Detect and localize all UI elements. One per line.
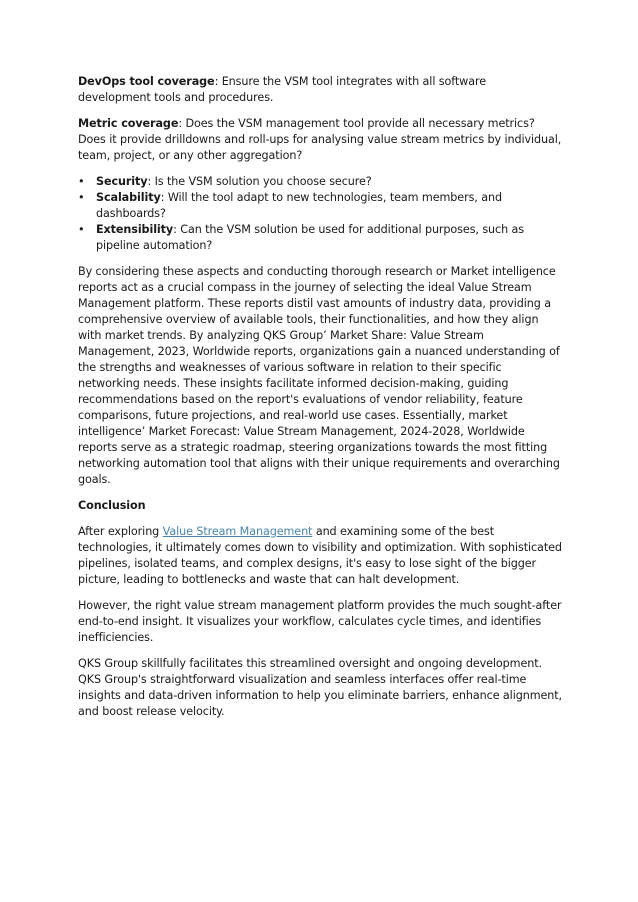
bullet-icon: • bbox=[78, 191, 85, 204]
bullet-icon: • bbox=[78, 223, 85, 236]
text-devops-tool-coverage: : Ensure the VSM tool integrates with all software development tools and procedures. bbox=[78, 75, 487, 104]
value-stream-management-link[interactable]: Value Stream Management bbox=[162, 525, 313, 538]
term-security: Security bbox=[96, 175, 148, 188]
bullet-list bbox=[78, 174, 562, 254]
paragraph-qks-group: QKS Group skillfully facilitates this streamlined oversight and ongoing development. QKS Group's straightforward visualization and seamless interfaces offer real-time insights and data-driven information to help you eliminate barriers, enhance alignment, and boost release velocity. bbox=[78, 657, 563, 718]
term-metric-coverage: Metric coverage bbox=[78, 117, 179, 130]
list-item-extensibility bbox=[78, 222, 562, 254]
text-after-exploring-after: and examining some of the best technologies, it ultimately comes down to visibility and optimization. With sophisticated pipelines, isolated teams, and complex designs, it's easy to lose sight of the bigger picture, leading to bottlenecks and waste that can halt development. bbox=[78, 525, 562, 586]
term-scalability: Scalability bbox=[96, 191, 161, 204]
text-metric-coverage: : Does the VSM management tool provide all necessary metrics? Does it provide drilldowns and roll-ups for analysing value stream metrics by individual, team, project, or any other aggregation? bbox=[78, 117, 562, 162]
paragraph-devops-tool-coverage bbox=[78, 74, 562, 106]
conclusion-heading: Conclusion bbox=[78, 499, 146, 512]
paragraph-market-intelligence: By considering these aspects and conducting thorough research or Market intelligence reports act as a crucial compass in the journey of selecting the ideal Value Stream Management platform. These reports distil vast amounts of industry data, providing a comprehensive overview of available tools, their functionalities, and how they align with market trends. By analyzing QKS Group’ Market Share: Value Stream Management, 2023, Worldwide reports, organizations gain a nuanced understanding of the strengths and weaknesses of various software in relation to their specific networking needs. These insights facilitate informed decision-making, guiding recommendations based on the report's evaluations of vendor reliability, feature comparisons, future projections, and real-world use cases. Essentially, market intelligence’ Market Forecast: Value Stream Management, 2024-2028, Worldwide reports serve as a strategic roadmap, steering organizations towards the most fitting networking automation tool that aligns with their unique requirements and overarching goals. bbox=[78, 265, 560, 486]
paragraph-metric-coverage bbox=[78, 116, 562, 164]
list-item-scalability bbox=[78, 190, 562, 222]
paragraph-after-exploring bbox=[78, 524, 562, 588]
text-extensibility: : Can the VSM solution be used for additional purposes, such as pipeline automation? bbox=[96, 223, 525, 252]
bullet-icon: • bbox=[78, 175, 85, 188]
term-devops-tool-coverage: DevOps tool coverage bbox=[78, 75, 215, 88]
document-page bbox=[78, 74, 562, 730]
text-after-exploring-before: After exploring bbox=[78, 525, 163, 538]
text-scalability: : Will the tool adapt to new technologies, team members, and dashboards? bbox=[96, 191, 502, 220]
text-security: : Is the VSM solution you choose secure? bbox=[147, 175, 372, 188]
term-extensibility: Extensibility bbox=[96, 223, 174, 236]
paragraph-however: However, the right value stream management platform provides the much sought-after end-to-end insight. It visualizes your workflow, calculates cycle times, and identifies inefficiencies. bbox=[78, 599, 562, 644]
list-item-security bbox=[78, 174, 562, 190]
